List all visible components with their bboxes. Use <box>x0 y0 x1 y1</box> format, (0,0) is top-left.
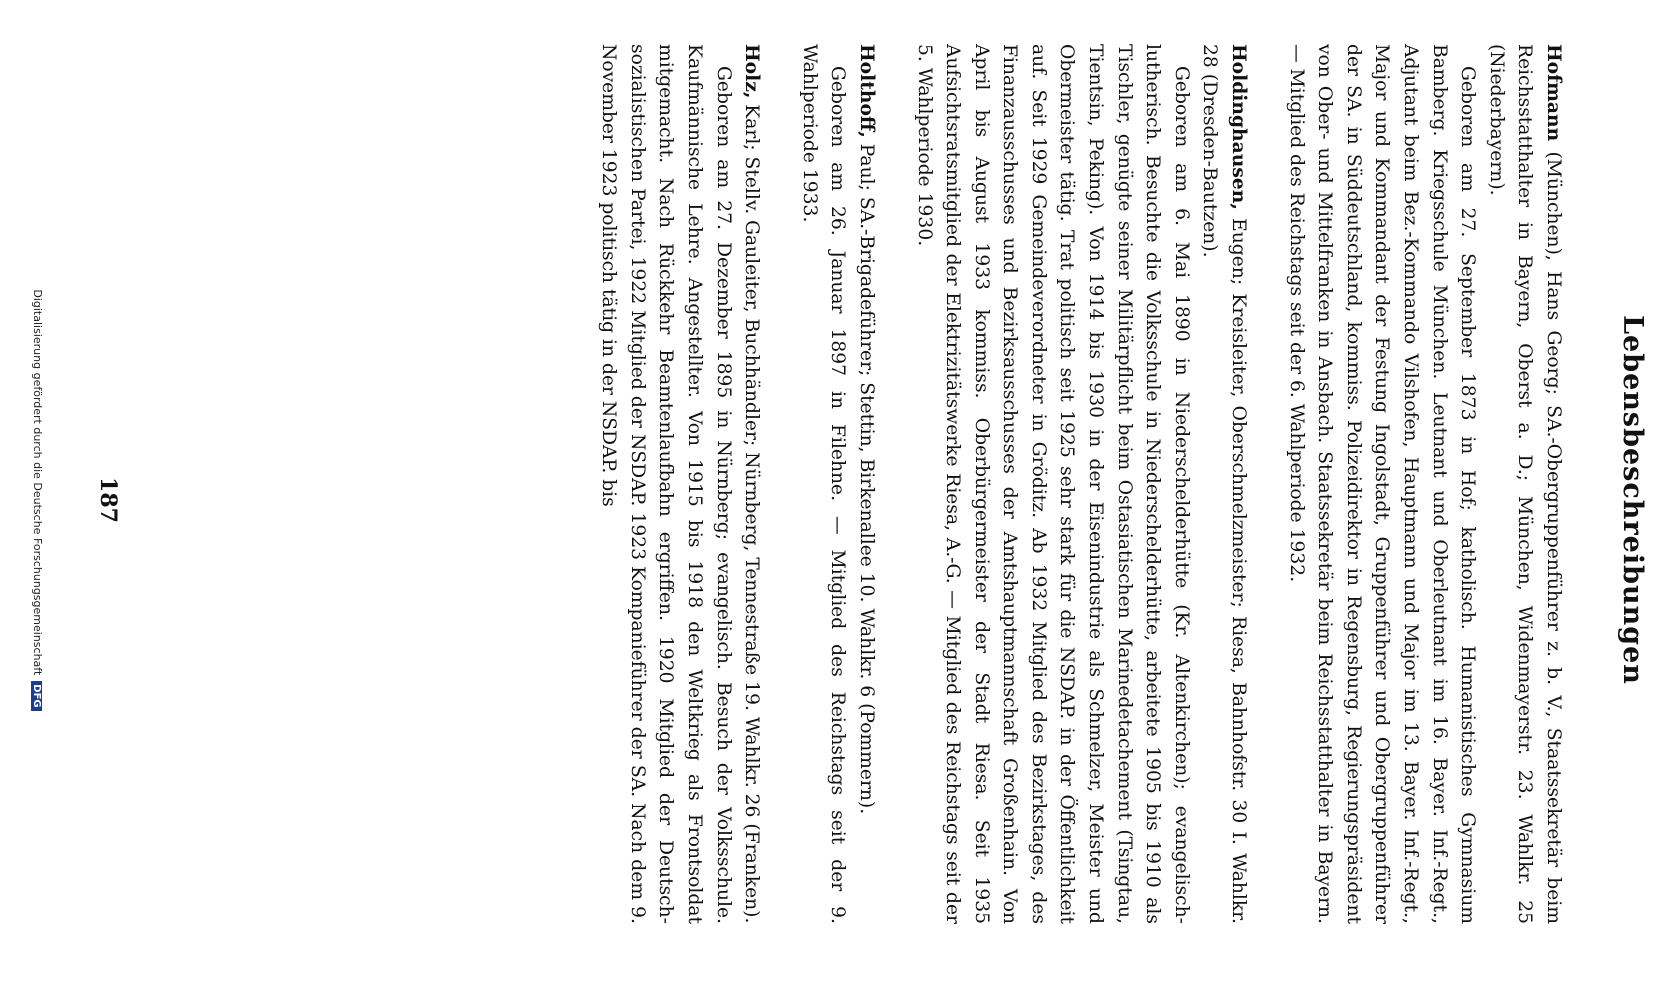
entry-body: Geboren am 27. September 1873 in Hof; katholisch. Humanistisches Gymnasium Bamberg. Kriegsschule München. Leutnant und Oberleutnant im 16. Bayer. Inf.-Regt., Adjutant beim Bez.-Kommando Vilshofen, Hauptmann und Major im 13. Bayer. Inf.-Regt., Major und Kommandant der Festung Ingolstadt, Gruppenführer und Obergruppenführer der SA. in Süddeutschland, kommiss. Polizeidirektor in Regensburg, Regierungspräsident von Ober- und Mittelfranken in Ansbach. Staatssekretär beim Reichsstatthalter in Bayern. — Mitglied des Reichstags seit der 6. Wahlperiode 1932. <box>1285 44 1479 924</box>
biography-list <box>566 44 1568 924</box>
entry-header-text: Paul; SA.-Brigadeführer; Stettin, Birkenallee 10. Wahlkr. 6 (Pommern). <box>855 137 877 815</box>
entry-name: Holdinghausen, <box>1228 44 1251 210</box>
entry-header-text: Eugen; Kreisleiter, Oberschmelzmeister; Riesa, Bahnhofstr. 30 I. Wahlkr. 28 (Dresden-Bautzen). <box>1199 44 1250 924</box>
entry-name: Holz, <box>741 44 764 99</box>
entry-body: Geboren am 26. Januar 1897 in Filehne. — Mitglied des Reichstags seit der 9. Wahlperiode 1933. <box>798 44 849 924</box>
entry-body: Geboren am 27. Dezember 1895 in Nürnberg; evangelisch. Besuch der Volksschule. Kaufmännische Lehre. Angestellter. Von 1915 bis 1918 den Weltkrieg als Frontsoldat mitgemacht. Nach Rückkehr Beamtenlaufbahn ergriffen. 1920 Mitglied der Deutsch-sozialistischen Partei, 1922 Mitglied der NSDAP. 1923 Kompanieführer der SA. Nach dem 9. November 1923 politisch tätig in der NSDAP. bis <box>598 44 734 924</box>
biography-entry <box>1281 44 1568 924</box>
entry-header-text: Karl; Stellv. Gauleiter, Buchhändler; Nürnberg, Tennestraße 19. Wahlkr. 26 (Franken). <box>741 98 763 924</box>
biography-entry <box>594 44 767 924</box>
page-number: 187 <box>95 477 121 523</box>
entry-header-text: (München), Hans Georg; SA.-Obergruppenführer z. b. V., Staatssekretär beim Reichsstatthalter in Bayern, Oberst a. D.; München, Widenmayerstr. 23. Wahlkr. 25 (Niederbayern). <box>1485 44 1564 924</box>
biography-entry <box>794 44 881 924</box>
entry-name: Holthoff, <box>855 44 878 138</box>
biography-entry <box>909 44 1253 924</box>
footer-text: Digitalisierung gefördert durch die Deutsche Forschungsgemeinschaft <box>31 289 44 676</box>
dfg-logo-icon: DFG <box>31 681 42 710</box>
digitization-footer <box>31 0 44 1000</box>
entry-body: Geboren am 6. Mai 1890 in Niederschelderhütte (Kr. Altenkirchen); evangelisch-lutherisch. Besuchte die Volksschule in Niederschelderhütte, arbeitete 1905 bis 1910 als Tischler, genügte seiner Militärpflicht beim Ostasiatischen Marinedetachement (Tsingtau, Tientsin, Peking). Von 1914 bis 1930 in der Eisenindustrie als Schmelzer, Meister und Obermeister tätig. Trat politisch seit 1925 sehr stark für die NSDAP. in der Öffentlichkeit auf. Seit 1929 Gemeindeverordneter in Gröditz. Ab 1932 Mitglied des Bezirkstages, des Finanzausschusses und Bezirksausschusses der Amtshauptmannschaft Großenhain. Von April bis August 1933 kommiss. Oberbürgermeister der Stadt Riesa. Seit 1935 Aufsichtsratsmitglied der Elektrizitätswerke Riesa, A.-G. — Mitglied des Reichstags seit der 5. Wahlperiode 1930. <box>913 44 1192 924</box>
entry-name: Hofmann <box>1543 44 1565 142</box>
page-header: Lebensbeschreibungen <box>1617 315 1648 685</box>
